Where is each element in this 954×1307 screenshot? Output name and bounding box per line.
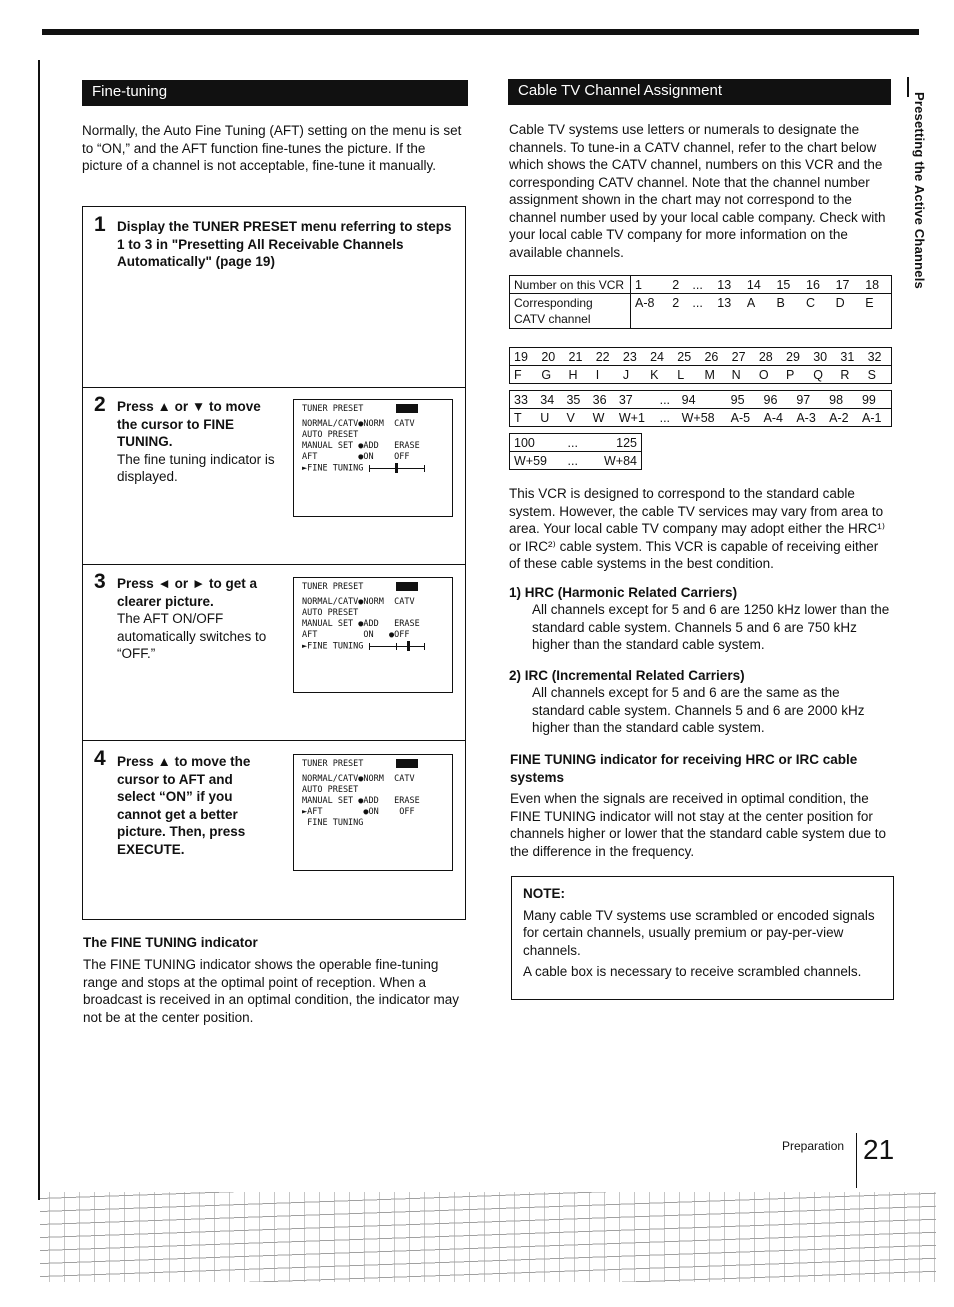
- table-cell: 22: [595, 349, 610, 364]
- side-tab: [907, 92, 931, 292]
- fine-tuning-hrc-text: Even when the signals are received in optimal condition, the FINE TUNING indicator will not stay at the center position for channels higher or lower that the standard cable system due to the difference in the frequency.: [510, 791, 886, 859]
- table-cell: W+59: [514, 453, 548, 468]
- side-tab-label: Presetting the Active Channels: [912, 92, 927, 289]
- osd-block-icon: [396, 404, 418, 413]
- table-cell: A-4: [763, 410, 783, 425]
- table-cell: A-2: [829, 410, 849, 425]
- table-cell: 13: [717, 277, 732, 292]
- table-cell: 24: [650, 349, 664, 364]
- table-cell: 31: [840, 349, 855, 364]
- step-instruction: Display the TUNER PRESET menu referring to steps 1 to 3 in "Presetting All Receivable Channels Automatically" (page 19): [117, 219, 452, 269]
- step-number: 2: [94, 393, 106, 416]
- fine-tuning-header: Fine-tuning: [82, 80, 468, 106]
- table-cell: J: [622, 367, 630, 382]
- table-cell: W+1: [618, 410, 645, 425]
- table-cell: 20: [541, 349, 556, 364]
- table-cell: 95: [730, 392, 745, 407]
- osd-line: ►FINE TUNING: [302, 641, 364, 652]
- table-cell: N: [731, 367, 741, 382]
- table-cell: O: [758, 367, 769, 382]
- table-cell: A-1: [861, 410, 882, 425]
- table-cell: ...: [659, 410, 671, 425]
- fine-tuning-hrc-heading: FINE TUNING indicator for receiving HRC or IRC cable systems: [510, 752, 858, 785]
- table-cell: ...: [567, 453, 578, 468]
- indicator-heading: The FINE TUNING indicator: [83, 935, 258, 950]
- table-row: [510, 452, 642, 470]
- osd-screen: [293, 754, 453, 871]
- table-cell: ...: [692, 277, 703, 292]
- table-cell: 17: [835, 277, 850, 292]
- osd-line: MANUAL SET ●ADD ERASE: [302, 441, 420, 451]
- table-row: [510, 276, 892, 294]
- step-number: 1: [94, 213, 106, 236]
- step-instruction: Press ▲ or ▼ to move the cursor to FINE TUNING.: [117, 399, 261, 449]
- irc-text: All channels except for 5 and 6 are the same as the standard cable system. Channels 5 and 6 are 2000 kHz higher than the standard cable system.: [532, 685, 865, 735]
- scan-noise: [40, 1192, 936, 1282]
- table-row: [510, 434, 642, 452]
- table-cell: I: [595, 367, 600, 382]
- table-cell: Q: [813, 367, 823, 382]
- table-cell: 16: [806, 277, 820, 292]
- channel-table-2: [509, 347, 892, 384]
- fine-tuning-scale-icon: [369, 641, 425, 651]
- osd-line: FINE TUNING: [302, 818, 364, 828]
- step-note: The AFT ON/OFF automatically switches to “OFF.”: [117, 611, 267, 661]
- note-box: [511, 876, 894, 1000]
- cable-tv-header: Cable TV Channel Assignment: [508, 79, 891, 105]
- table-cell: 96: [763, 392, 778, 407]
- osd-line: AUTO PRESET: [302, 608, 359, 618]
- steps-frame: [82, 206, 466, 920]
- osd-block-icon: [396, 582, 418, 591]
- table-cell: E: [865, 296, 874, 310]
- table-cell: 125: [616, 435, 637, 450]
- indicator-text: The FINE TUNING indicator shows the operable fine-tuning range and stops at the optimal point of reception. When a broadcast is received in an optimal condition, the indicator may not be at the center position.: [83, 957, 459, 1025]
- table-cell: 18: [865, 277, 880, 292]
- table-cell: K: [650, 367, 659, 382]
- table-row: [510, 409, 892, 427]
- table-cell: 29: [786, 349, 800, 364]
- table-cell: C: [806, 296, 816, 310]
- channel-table-1: [509, 275, 892, 329]
- footer-divider: [856, 1133, 857, 1188]
- table-cell: H: [568, 367, 578, 382]
- osd-line: MANUAL SET ●ADD ERASE: [302, 619, 420, 629]
- table-row: [510, 294, 892, 329]
- table-cell: 35: [566, 392, 581, 407]
- osd-line: NORMAL/CATV●NORM CATV: [302, 774, 415, 784]
- step-text-block: [117, 398, 277, 486]
- osd-line: ►FINE TUNING: [302, 463, 364, 474]
- table-cell: 15: [776, 277, 791, 292]
- table-cell: 23: [622, 349, 637, 364]
- osd-line: AFT ON ●OFF: [302, 630, 410, 640]
- table-cell: ...: [692, 296, 703, 310]
- table-cell: 33: [514, 392, 528, 407]
- hrc-text: All channels except for 5 and 6 are 1250 kHz lower than the standard cable system. Channels 5 and 6 are 750 kHz higher than the standard cable system.: [532, 602, 890, 652]
- table-row: [510, 391, 892, 409]
- fine-tuning-scale-icon: [369, 463, 425, 473]
- osd-line: AUTO PRESET: [302, 785, 359, 795]
- table-cell: 13: [717, 296, 732, 310]
- table-cell: 14: [746, 277, 761, 292]
- table-cell: 32: [867, 349, 882, 364]
- table-cell: 27: [731, 349, 746, 364]
- row-label: Corresponding CATV channel: [510, 294, 631, 329]
- table-cell: 19: [514, 349, 528, 364]
- table-row: [510, 366, 892, 384]
- binding-rule: [38, 60, 40, 1200]
- table-cell: W: [592, 410, 605, 425]
- cable-system-text: This VCR is designed to correspond to the standard cable system. However, the cable TV services may vary from area to area. Your local cable TV company may adopt either the HRC¹⁾ or IRC²⁾ cable system. This VCR is capable of receiving either of these cable systems in the best condition.: [509, 486, 886, 571]
- osd-line: ►AFT ●ON OFF: [302, 807, 415, 817]
- osd-screen: [293, 577, 453, 693]
- cable-tv-intro: Cable TV systems use letters or numerals to designate the channels. To tune-in a CATV channel, refer to the chart below which shows the CATV channel, numbers on this VCR and the corresponding CATV channel. Note that the channel number assignment shown in the chart may not correspond to the channel number used by your local cable company. Check with your local cable TV company for more information on the available channels.: [509, 122, 886, 260]
- step-instruction: Press ▲ to move the cursor to AFT and select “ON” if you cannot get a better picture. Then, press EXECUTE.: [117, 754, 251, 857]
- table-cell: 37: [618, 392, 633, 407]
- osd-block-icon: [396, 759, 418, 768]
- table-cell: 94: [681, 392, 696, 407]
- table-cell: 30: [813, 349, 828, 364]
- channel-table-3: [509, 390, 892, 427]
- table-cell: S: [867, 367, 876, 382]
- note-text: Many cable TV systems use scrambled or encoded signals for certain channels, usually premium or pay-per-view channels.: [523, 907, 875, 958]
- irc-heading: 2) IRC (Incremental Related Carriers): [509, 668, 745, 683]
- table-cell: 2: [672, 277, 680, 292]
- table-cell: A-5: [730, 410, 751, 425]
- table-cell: 97: [796, 392, 811, 407]
- osd-screen: [293, 399, 453, 517]
- table-cell: 36: [592, 392, 607, 407]
- page-number: 21: [863, 1134, 895, 1165]
- table-row: [510, 348, 892, 366]
- divider: [83, 387, 465, 388]
- channel-table-4: [509, 433, 642, 470]
- step-note: The fine tuning indicator is displayed.: [117, 451, 275, 484]
- top-rule: [42, 29, 919, 35]
- table-cell: F: [514, 367, 522, 382]
- table-cell: 2: [672, 296, 680, 310]
- table-cell: R: [840, 367, 850, 382]
- table-cell: ...: [659, 392, 671, 407]
- table-cell: 25: [677, 349, 692, 364]
- table-cell: 1: [635, 277, 642, 292]
- divider: [83, 740, 465, 741]
- osd-line: MANUAL SET ●ADD ERASE: [302, 796, 420, 806]
- table-cell: M: [704, 367, 715, 382]
- hrc-heading: 1) HRC (Harmonic Related Carriers): [509, 585, 738, 600]
- table-cell: T: [514, 410, 522, 425]
- osd-line: AFT ●ON OFF: [302, 452, 410, 462]
- table-cell: A: [746, 296, 756, 310]
- footer-section: Preparation: [782, 1139, 845, 1153]
- osd-line: AUTO PRESET: [302, 430, 359, 440]
- table-cell: 26: [704, 349, 719, 364]
- table-cell: U: [540, 410, 550, 425]
- table-cell: V: [566, 410, 575, 425]
- table-cell: 100: [514, 435, 535, 450]
- table-cell: 99: [861, 392, 876, 407]
- table-cell: A-3: [796, 410, 816, 425]
- note-title: NOTE:: [523, 886, 565, 901]
- step-instruction: Press ◄ or ► to get a clearer picture.: [117, 576, 258, 609]
- table-cell: B: [776, 296, 785, 310]
- step-number: 3: [94, 570, 106, 593]
- table-cell: A-8: [635, 296, 655, 310]
- table-cell: 98: [829, 392, 844, 407]
- fine-tuning-intro: Normally, the Auto Fine Tuning (AFT) setting on the menu is set to “ON,” and the AFT function fine-tunes the picture. If the picture of a channel is not acceptable, fine-tune it manually.: [82, 123, 462, 173]
- osd-title: TUNER PRESET: [302, 404, 364, 414]
- table-cell: ...: [567, 435, 578, 450]
- osd-line: NORMAL/CATV●NORM CATV: [302, 419, 415, 429]
- step-text-block: [117, 575, 282, 663]
- table-cell: P: [786, 367, 795, 382]
- row-label: Number on this VCR: [510, 276, 631, 294]
- osd-line: NORMAL/CATV●NORM CATV: [302, 597, 415, 607]
- table-cell: W+58: [681, 410, 715, 425]
- table-cell: 21: [568, 349, 583, 364]
- divider: [83, 564, 465, 565]
- table-cell: L: [677, 367, 685, 382]
- table-cell: D: [835, 296, 845, 310]
- table-cell: G: [541, 367, 552, 382]
- table-cell: W+84: [603, 453, 637, 468]
- table-cell: 34: [540, 392, 555, 407]
- note-text: A cable box is necessary to receive scrambled channels.: [523, 964, 862, 979]
- table-cell: 28: [758, 349, 773, 364]
- osd-title: TUNER PRESET: [302, 759, 364, 769]
- step-number: 4: [94, 747, 106, 770]
- osd-title: TUNER PRESET: [302, 582, 364, 592]
